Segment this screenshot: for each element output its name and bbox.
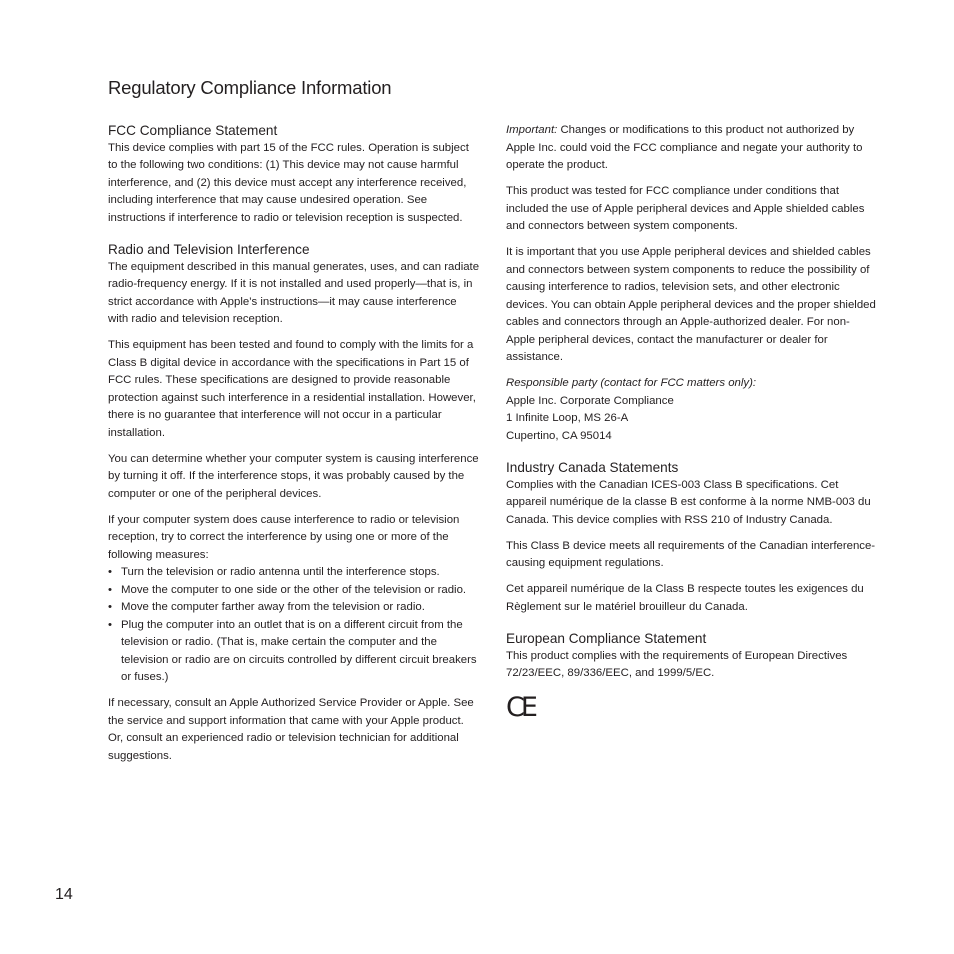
page-title: Regulatory Compliance Information	[108, 77, 392, 98]
interference-measures-list	[108, 564, 480, 687]
right-column	[506, 122, 878, 737]
industry-canada-section	[506, 459, 878, 616]
shielded-cables-paragraph: It is important that you use Apple peripheral devices and shielded cables and connectors between system components to reduce the possibility of causing interference to radios, television sets, and other electronic devices. You can obtain Apple peripheral devices and the proper shielded cables and connectors through an Apple-authorized dealer. For non-Apple peripheral devices, contact the manufacturer or dealer for assistance.	[506, 246, 876, 363]
european-compliance-heading: European Compliance Statement	[506, 631, 707, 646]
ce-mark-icon: CE	[506, 691, 534, 723]
european-compliance-text: This product complies with the requirements of European Directives 72/23/EEC, 89/336/EEC, and 1999/5/EC.	[506, 649, 848, 679]
radio-tv-paragraph-4: If your computer system does cause interference to radio or television reception, try to correct the interference by using one or more of the following measures:	[108, 513, 460, 561]
fcc-tested-paragraph: This product was tested for FCC compliance under conditions that included the use of Apple peripheral devices and Apple shielded cables and connectors between system components.	[506, 185, 865, 232]
radio-tv-interference-section	[108, 241, 480, 765]
radio-tv-interference-heading: Radio and Television Interference	[108, 242, 310, 257]
responsible-party-line-1: Apple Inc. Corporate Compliance	[506, 394, 674, 407]
important-label: Important:	[506, 124, 558, 136]
left-column	[108, 122, 480, 779]
list-item: • Move the computer farther away from the television or radio.	[108, 599, 480, 617]
industry-canada-paragraph-1: Complies with the Canadian ICES-003 Class B specifications. Cet appareil numérique de la classe B est conforme à la norme NMB-003 du Canada. This device complies with RSS 210 of Industry Canada.	[506, 478, 871, 526]
responsible-party-block	[506, 375, 878, 445]
industry-canada-paragraph-2: This Class B device meets all requirements of the Canadian interference-causing equipment regulations.	[506, 539, 876, 569]
important-text: Changes or modifications to this product not authorized by Apple Inc. could void the FCC compliance and negate your authority to operate the product.	[506, 124, 863, 171]
fcc-compliance-text: This device complies with part 15 of the FCC rules. Operation is subject to the following two conditions: (1) This device may not cause harmful interference, and (2) this device must accept any interference received, including interference that may cause undesired operation. See instructions if interference to radio or television reception is suspected.	[108, 141, 469, 224]
important-notice	[506, 122, 878, 175]
list-item: • Plug the computer into an outlet that is on a different circuit from the television or radio. (That is, make certain the computer and the television or radio are on circuits controlled by different circuit breakers or fuses.)	[108, 617, 480, 687]
responsible-party-line-3: Cupertino, CA 95014	[506, 429, 612, 442]
radio-tv-paragraph-3: You can determine whether your computer system is causing interference by turning it off. If the interference stops, it was probably caused by the computer or one of the peripheral devices.	[108, 452, 479, 500]
list-item: • Move the computer to one side or the other of the television or radio.	[108, 582, 480, 600]
responsible-party-label: Responsible party (contact for FCC matters only):	[506, 377, 757, 389]
page-number: 14	[55, 886, 73, 903]
fcc-compliance-section	[108, 122, 480, 227]
radio-tv-paragraph-5: If necessary, consult an Apple Authorized Service Provider or Apple. See the service and support information that came with your Apple product. Or, consult an experienced radio or television technician for additional suggestions.	[108, 697, 474, 762]
industry-canada-paragraph-3: Cet appareil numérique de la Class B respecte toutes les exigences du Règlement sur le matériel brouilleur du Canada.	[506, 583, 864, 613]
european-compliance-section	[506, 630, 878, 723]
fcc-compliance-heading: FCC Compliance Statement	[108, 123, 278, 138]
radio-tv-paragraph-2: This equipment has been tested and found to comply with the limits for a Class B digital device in accordance with the specifications in Part 15 of FCC rules. These specifications are designed to provide reasonable protection against such interference in a residential installation. However, there is no guarantee that interference will not occur in a particular installation.	[108, 339, 476, 439]
responsible-party-line-2: 1 Infinite Loop, MS 26-A	[506, 412, 629, 424]
list-item: • Turn the television or radio antenna until the interference stops.	[108, 564, 480, 582]
industry-canada-heading: Industry Canada Statements	[506, 460, 679, 475]
radio-tv-paragraph-1: The equipment described in this manual generates, uses, and can radiate radio-frequency energy. If it is not installed and used properly—that is, in strict accordance with Apple’s instructions—it may cause interference with radio and television reception.	[108, 260, 480, 325]
